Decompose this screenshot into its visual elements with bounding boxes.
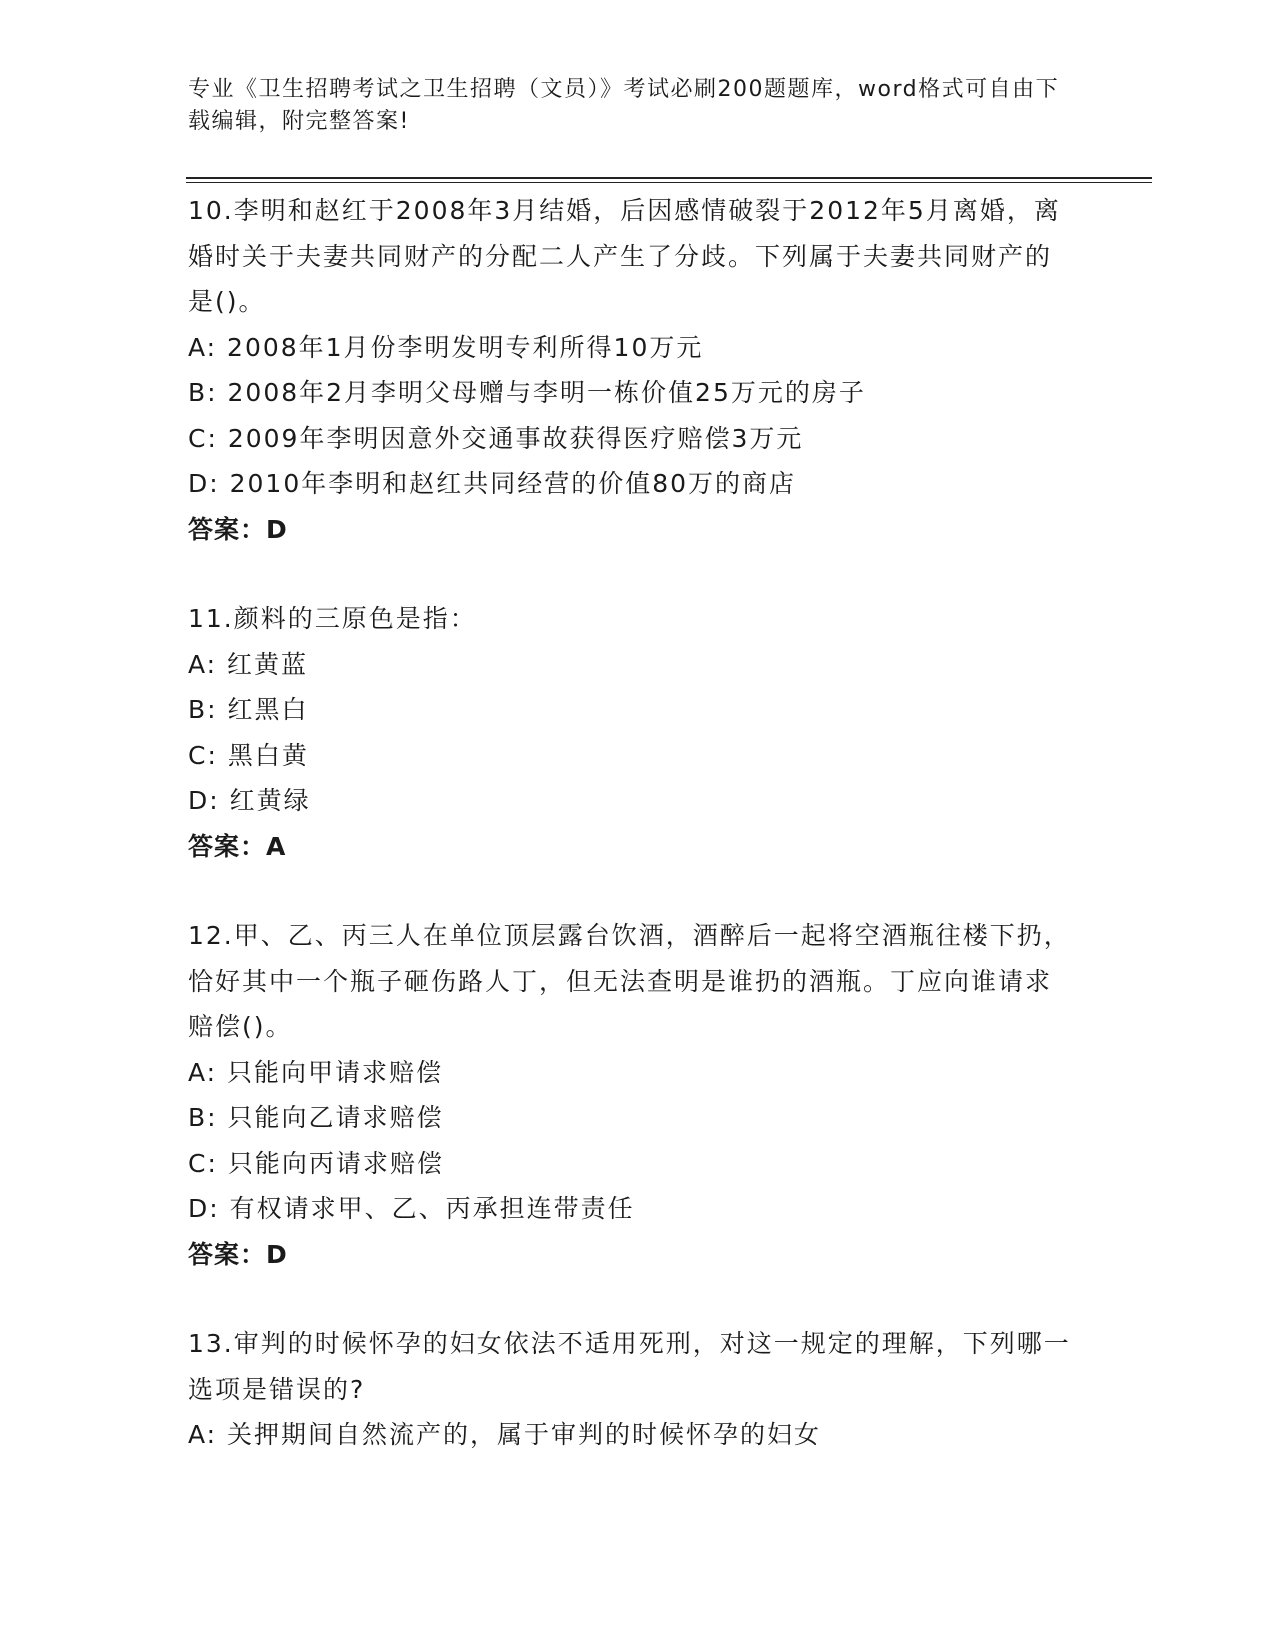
option-a: A: 关押期间自然流产的，属于审判的时候怀孕的妇女 <box>188 1420 822 1449</box>
option-d: D: 红黄绿 <box>188 786 311 815</box>
answer-line: 答案：D <box>188 1239 288 1269</box>
option-c: C: 黑白黄 <box>188 740 309 770</box>
option-c: C: 2009年李明因意外交通事故获得医疗赔偿3万元 <box>188 423 804 453</box>
question-stem: 11.颜料的三原色是指： <box>188 604 477 633</box>
question-stem: 10.李明和赵红于2008年3月结婚，后因感情破裂于2012年5月离婚，离婚时关于夫妻共同财产的分配二人产生了分歧。下列属于夫妻共同财产的是()。 <box>188 196 1061 316</box>
question-13 <box>188 1321 1088 1458</box>
question-stem: 12.甲、乙、丙三人在单位顶层露台饮酒，酒醉后一起将空酒瓶往楼下扔，恰好其中一个瓶子砸伤路人丁，但无法查明是谁扔的酒瓶。丁应向谁请求赔偿()。 <box>188 921 1071 1041</box>
header-divider <box>186 177 1152 183</box>
option-b: B: 红黑白 <box>188 695 309 724</box>
question-stem: 13.审判的时候怀孕的妇女依法不适用死刑，对这一规定的理解，下列哪一选项是错误的? <box>188 1329 1071 1404</box>
option-a: A: 2008年1月份李明发明专利所得10万元 <box>188 332 704 362</box>
option-a: A: 红黄蓝 <box>188 649 309 679</box>
option-d: D: 2010年李明和赵红共同经营的价值80万的商店 <box>188 469 797 498</box>
option-c: C: 只能向丙请求赔偿 <box>188 1148 444 1178</box>
answer-line: 答案：A <box>188 831 287 861</box>
question-list <box>188 188 1088 1502</box>
option-d: D: 有权请求甲、乙、丙承担连带责任 <box>188 1194 635 1223</box>
option-a: A: 只能向甲请求赔偿 <box>188 1057 444 1087</box>
question-12 <box>188 913 1088 1277</box>
option-b: B: 只能向乙请求赔偿 <box>188 1103 444 1132</box>
document-header: 专业《卫生招聘考试之卫生招聘（文员）》考试必刷200题题库，word格式可自由下载编辑，附完整答案! <box>188 77 1060 134</box>
question-10 <box>188 188 1088 552</box>
answer-line: 答案：D <box>188 514 288 544</box>
option-b: B: 2008年2月李明父母赠与李明一栋价值25万元的房子 <box>188 378 866 407</box>
question-11 <box>188 596 1088 869</box>
